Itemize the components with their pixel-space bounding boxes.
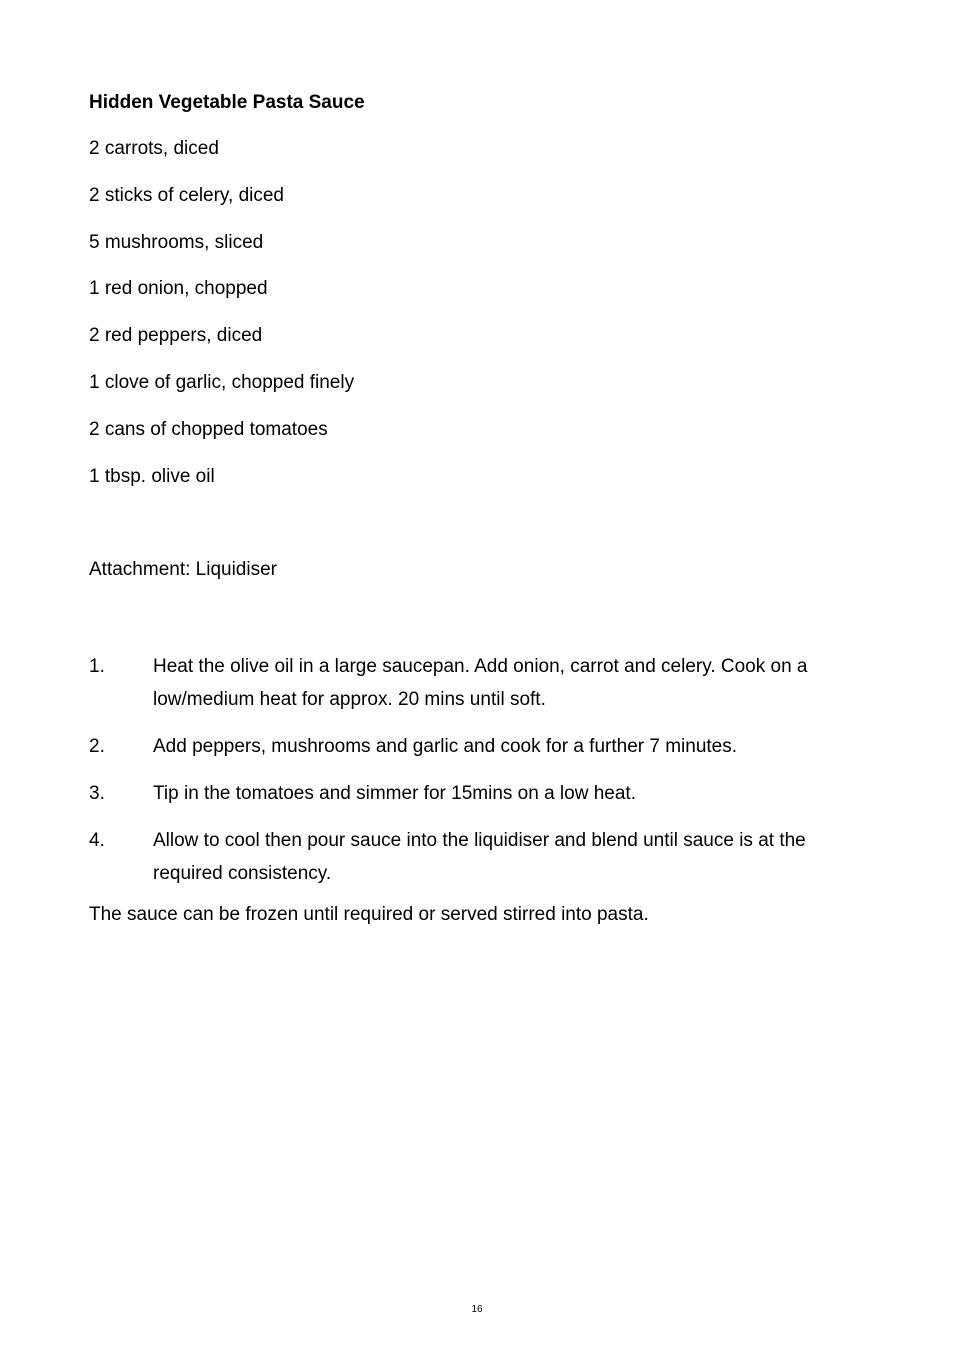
step-text: Allow to cool then pour sauce into the liquidiser and blend until sauce is at the required consistency. [153,830,806,884]
ingredient-list [89,136,354,510]
step-text: Tip in the tomatoes and simmer for 15mins on a low heat. [153,783,636,804]
attachment-note: Attachment: Liquidiser [89,559,277,580]
ingredient-item: 2 red peppers, diced [89,325,263,347]
ingredient-item: 1 clove of garlic, chopped finely [89,371,355,393]
step-number: 3. [89,783,105,804]
step-number: 2. [89,736,105,757]
method-step [89,650,879,716]
ingredient-item: 2 cans of chopped tomatoes [89,418,328,440]
ingredient-item: 1 tbsp. olive oil [89,465,215,487]
closing-note: The sauce can be frozen until required or served stirred into pasta. [89,904,649,925]
method-step [89,824,879,890]
method-step [89,777,879,810]
ingredient-item: 5 mushrooms, sliced [89,231,264,253]
ingredient-item: 2 carrots, diced [89,138,219,159]
method-step [89,730,879,763]
ingredient-item: 1 red onion, chopped [89,278,268,300]
step-number: 4. [89,830,105,851]
step-text: Add peppers, mushrooms and garlic and cook for a further 7 minutes. [153,736,738,757]
method-steps [89,650,879,904]
page-number: 16 [471,1304,483,1315]
step-number: 1. [89,656,105,677]
document-page [89,0,879,1354]
step-text: Heat the olive oil in a large saucepan. Add onion, carrot and celery. Cook on a low/medium heat for approx. 20 mins until soft. [153,656,808,710]
recipe-title: Hidden Vegetable Pasta Sauce [89,92,365,113]
ingredient-item: 2 sticks of celery, diced [89,184,285,206]
